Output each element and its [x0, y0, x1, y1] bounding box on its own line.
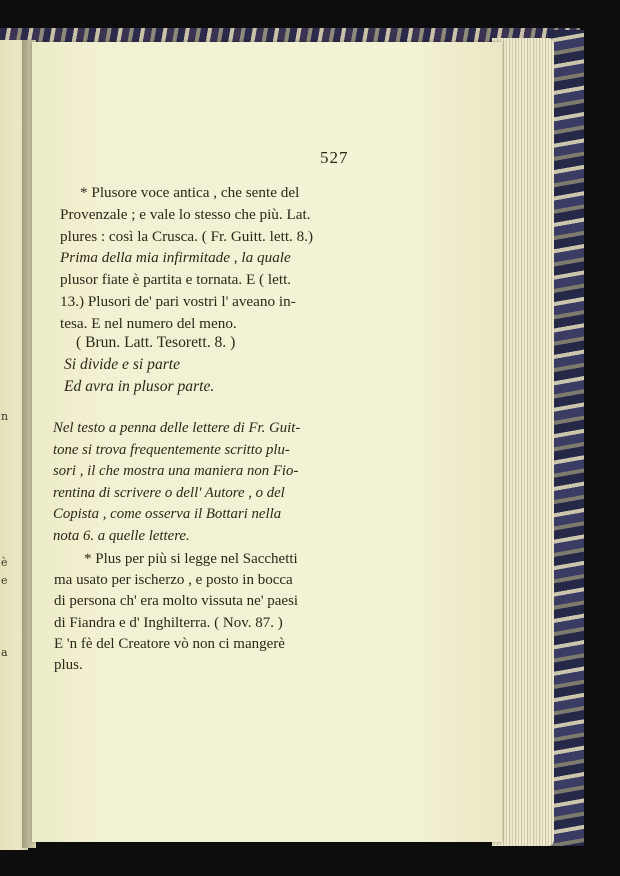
text-line: tesa. E nel numero del meno. [60, 314, 237, 332]
text-line: Provenzale ; e vale lo stesso che più. Lat. [60, 205, 311, 223]
text-line: sori , il che mostra una maniera non Fio- [53, 463, 299, 479]
text-line: tone si trova frequentemente scritto plu- [53, 441, 290, 458]
verse-line: Si divide e si parte [64, 356, 181, 373]
text-line: ma usato per ischerzo , e posto in bocca [54, 572, 293, 589]
text-line: plusor fiate è partita e tornata. E ( lett. [60, 271, 292, 289]
text-line: Copista , come osserva il Bottari nella [53, 506, 282, 522]
text-line: Nel testo a penna delle lettere di Fr. Guit- [53, 420, 301, 436]
text-line: plus. [54, 656, 83, 673]
text-line: * Plus per più si legge nel Sacchetti [84, 551, 298, 567]
text-line: Prima della mia infirmitade , la quale [60, 249, 291, 267]
left-page-fragment: n [1, 410, 9, 423]
text-line: di persona ch' era molto vissuta ne' paesi [54, 593, 299, 610]
text-line: di Fiandra e d' Inghilterra. ( Nov. 87. ) [54, 614, 283, 631]
quotation-brunetto [64, 332, 235, 398]
text-line: 13.) Plusori de' pari vostri l' aveano in- [60, 292, 296, 310]
text-line: nota 6. a quelle lettere. [53, 527, 190, 544]
text-line: plures : così la Crusca. ( Fr. Guitt. lett. 8.) [60, 227, 314, 245]
text-line: rentina di scrivere o dell' Autore , o del [53, 484, 285, 501]
left-page-fragment: e [1, 574, 8, 587]
left-page-fragment: è [1, 556, 8, 569]
citation-line: ( Brun. Latt. Tesorett. 8. ) [76, 334, 236, 351]
paragraph-testo-a-penna [53, 418, 300, 547]
paragraph-plus [54, 549, 298, 676]
text-line: E 'n fè del Creatore vò non ci mangerè [54, 635, 285, 652]
text-line: * Plusore voce antica , che sente del [80, 184, 300, 201]
verse-line: Ed avra in plusor parte. [64, 378, 215, 395]
paragraph-plusore [60, 182, 313, 335]
left-page-fragment: a [1, 646, 8, 659]
page-number: 527 [320, 148, 349, 167]
